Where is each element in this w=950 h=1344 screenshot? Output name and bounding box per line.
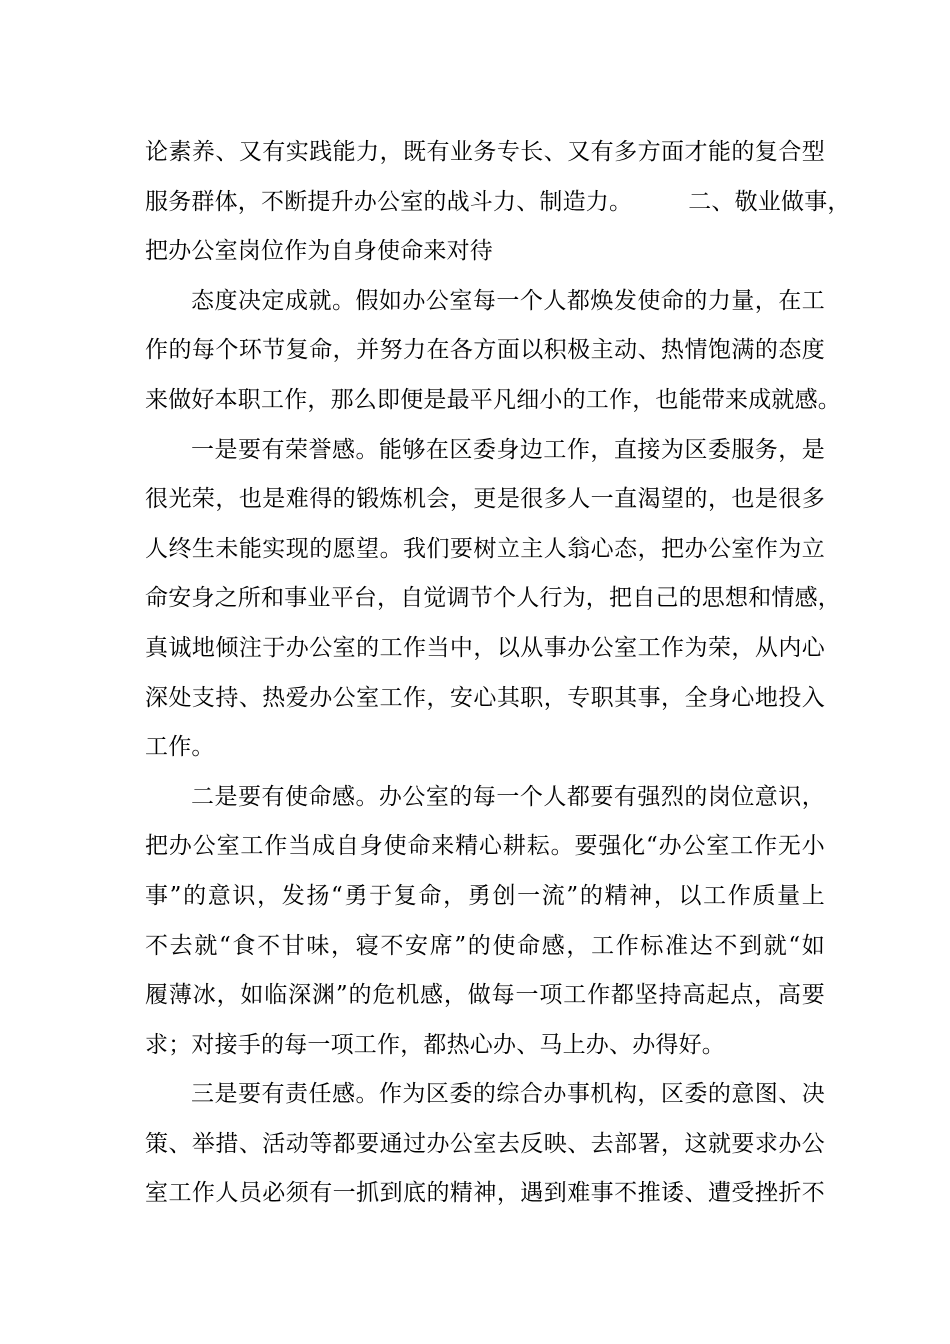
text-line: 事”的意识，发扬“勇于复命，勇创一流”的精神，以工作质量上 — [145, 882, 825, 909]
text-line: 来做好本职工作，那么即便是最平凡细小的工作，也能带来成就感。 — [145, 386, 841, 413]
text-line: 人终生未能实现的愿望。我们要树立主人翁心态，把办公室作为立 — [145, 535, 825, 562]
paragraph-first-line: 二是要有使命感。办公室的每一个人都要有强烈的岗位意识， — [191, 783, 825, 810]
text-line — [145, 178, 851, 228]
text-line: 不去就“食不甘味，寝不安席”的使命感，工作标准达不到就“如 — [145, 932, 825, 959]
text-line: 室工作人员必须有一抓到底的精神，遇到难事不推诿、遭受挫折不 — [145, 1180, 825, 1207]
text-line: 履薄冰，如临深渊”的危机感，做每一项工作都坚持高起点，高要 — [145, 982, 825, 1009]
line-text: 服务群体，不断提升办公室的战斗力、制造力。 — [145, 188, 633, 215]
text-line: 论素养、又有实践能力，既有业务专长、又有多方面才能的复合型 — [145, 139, 825, 165]
text-line: 把办公室工作当成自身使命来精心耕耘。要强化“办公室工作无小 — [145, 833, 825, 860]
text-line: 很光荣，也是难得的锻炼机会，更是很多人一直渴望的，也是很多 — [145, 486, 825, 513]
paragraph-first-line: 三是要有责任感。作为区委的综合办事机构，区委的意图、决 — [191, 1081, 825, 1108]
text-line: 真诚地倾注于办公室的工作当中，以从事办公室工作为荣，从内心 — [145, 634, 825, 661]
paragraph-first-line: 态度决定成就。假如办公室每一个人都焕发使命的力量，在工 — [191, 287, 825, 314]
paragraph-first-line: 一是要有荣誉感。能够在区委身边工作，直接为区委服务，是 — [191, 436, 825, 463]
text-line: 求；对接手的每一项工作，都热心办、马上办、办得好。 — [145, 1031, 725, 1058]
section-heading: 把办公室岗位作为自身使命来对待 — [145, 238, 493, 265]
text-line: 工作。 — [145, 734, 215, 761]
section-heading-start: 二、敬业做事， — [688, 188, 851, 215]
text-line: 策、举措、活动等都要通过办公室去反映、去部署，这就要求办公 — [145, 1130, 825, 1157]
document-body — [145, 128, 851, 1219]
text-line: 作的每个环节复命，并努力在各方面以积极主动、热情饱满的态度 — [145, 337, 825, 364]
text-line: 深处支持、热爱办公室工作，安心其职，专职其事，全身心地投入 — [145, 684, 825, 711]
text-line: 命安身之所和事业平台，自觉调节个人行为，把自己的思想和情感， — [145, 585, 841, 612]
